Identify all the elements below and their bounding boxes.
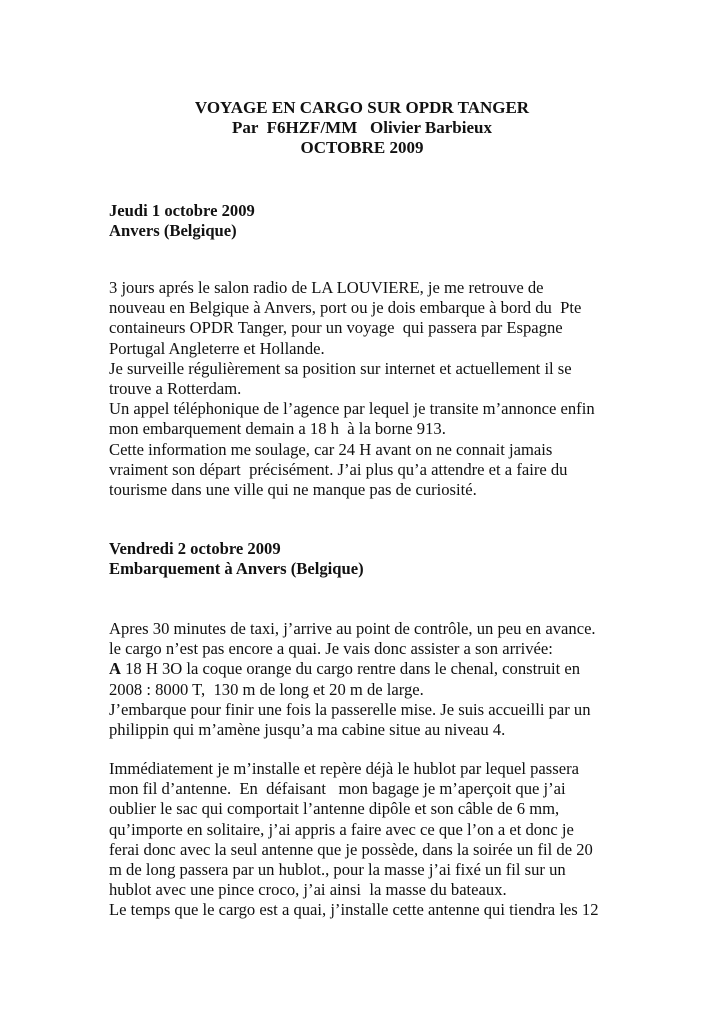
paragraph-line: Je surveille régulièrement sa position sur internet et actuellement il se bbox=[109, 358, 572, 378]
paragraph-line: trouve a Rotterdam. bbox=[109, 379, 242, 399]
paragraph-line: mon embarquement demain a 18 h à la borne 913. bbox=[109, 419, 446, 439]
document-title: VOYAGE EN CARGO SUR OPDR TANGER bbox=[194, 98, 530, 117]
paragraph-line: m de long passera par un hublot., pour la masse j’ai fixé un fil sur un bbox=[109, 860, 566, 880]
section1-place: Anvers (Belgique) bbox=[109, 221, 237, 241]
document-date: OCTOBRE 2009 bbox=[300, 138, 424, 157]
paragraph-line: Portugal Angleterre et Hollande. bbox=[109, 338, 325, 358]
paragraph-line: J’embarque pour finir une fois la passerelle mise. Je suis accueilli par un bbox=[109, 699, 591, 719]
paragraph-line: philippin qui m’amène jusqu’a ma cabine situe au niveau 4. bbox=[109, 720, 506, 740]
paragraph-line: vraiment son départ précisément. J’ai plus qu’a attendre et a faire du bbox=[109, 459, 568, 479]
section1-heading bbox=[109, 201, 669, 241]
paragraph-line: 3 jours aprés le salon radio de LA LOUVIERE, je me retrouve de bbox=[109, 278, 544, 297]
paragraph-line bbox=[109, 659, 669, 679]
section1-day: Jeudi 1 octobre 2009 bbox=[109, 201, 255, 220]
paragraph-line: oublier le sac qui comportait l’antenne dipôle et son câble de 6 mm, bbox=[109, 799, 560, 819]
section2-paragraph-1 bbox=[109, 619, 669, 740]
document-byline: Par F6HZF/MM Olivier Barbieux bbox=[231, 118, 492, 137]
section2-place: Embarquement à Anvers (Belgique) bbox=[109, 559, 364, 579]
paragraph-line: le cargo n’est pas encore a quai. Je vais donc assister a son arrivée: bbox=[109, 639, 553, 659]
paragraph-line: containeurs OPDR Tanger, pour un voyage qui passera par Espagne bbox=[109, 318, 563, 338]
paragraph-line: nouveau en Belgique à Anvers, port ou je dois embarque à bord du Pte bbox=[109, 298, 582, 318]
paragraph-line: Le temps que le cargo est a quai, j’installe cette antenne qui tiendra les 12 bbox=[109, 900, 599, 920]
line-text: 18 H 3O la coque orange du cargo rentre dans le chenal, construit en bbox=[120, 659, 581, 679]
paragraph-line: ferai donc avec la seul antenne que je possède, dans la soirée un fil de 20 bbox=[109, 839, 593, 859]
paragraph-line: Immédiatement je m’installe et repère déjà le hublot par lequel passera bbox=[109, 759, 579, 778]
paragraph-line: mon fil d’antenne. En défaisant mon bagage je m’aperçoit que j’ai bbox=[109, 779, 566, 799]
paragraph-line: Cette information me soulage, car 24 H avant on ne connait jamais bbox=[109, 439, 553, 459]
paragraph-line: qu’importe en solitaire, j’ai appris a faire avec ce que l’on a et donc je bbox=[109, 819, 574, 839]
paragraph-line: Apres 30 minutes de taxi, j’arrive au point de contrôle, un peu en avance. bbox=[109, 619, 596, 638]
paragraph-line: Un appel téléphonique de l’agence par lequel je transite m’annonce enfin bbox=[109, 399, 595, 419]
paragraph-line: 2008 : 8000 T, 130 m de long et 20 m de large. bbox=[109, 679, 424, 699]
document-header bbox=[0, 98, 724, 158]
section2-heading bbox=[109, 539, 669, 579]
section2-day: Vendredi 2 octobre 2009 bbox=[109, 539, 281, 558]
paragraph-line: tourisme dans une ville qui ne manque pas de curiosité. bbox=[109, 480, 477, 500]
section2-paragraph-2 bbox=[109, 759, 669, 921]
paragraph-line: hublot avec une pince croco, j’ai ainsi la masse du bateaux. bbox=[109, 880, 507, 900]
section1-paragraph bbox=[109, 278, 669, 500]
bold-initial: A bbox=[109, 659, 121, 679]
